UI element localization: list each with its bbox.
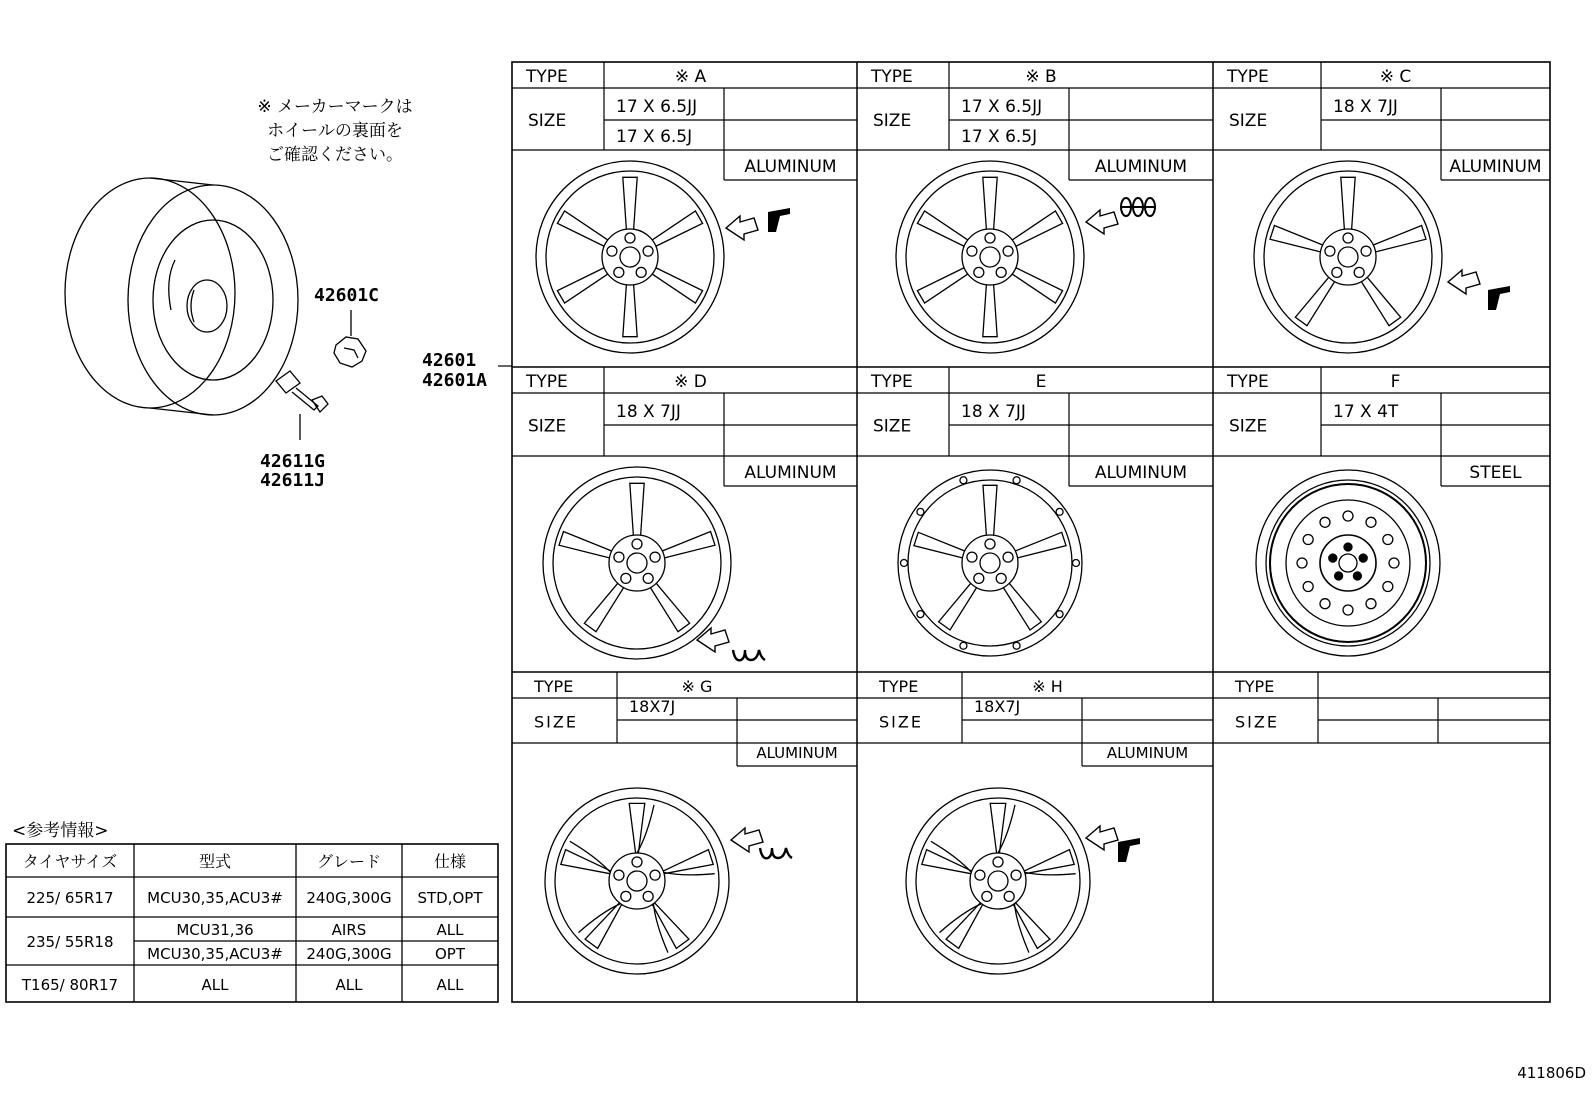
type-value: E xyxy=(1035,372,1047,392)
ref-cell: 240G,300G xyxy=(306,945,392,963)
wheel-f-drawing xyxy=(1256,470,1440,656)
grid-frame xyxy=(512,62,1550,1002)
ref-cell: MCU30,35,ACU3# xyxy=(147,945,283,963)
material-label: ALUMINUM xyxy=(1106,744,1189,762)
part-42611G-label: 42611G xyxy=(260,451,326,472)
part-42611J-label: 42611J xyxy=(260,470,326,491)
valve-stem-icon xyxy=(276,371,328,440)
size-label: SIZE xyxy=(1235,712,1279,732)
ref-cell: ALL xyxy=(436,976,464,994)
size-value-1: 17 X 6.5JJ xyxy=(961,97,1043,117)
type-label: TYPE xyxy=(526,67,568,87)
type-label: TYPE xyxy=(1235,677,1275,696)
type-label: TYPE xyxy=(879,677,919,696)
size-label: SIZE xyxy=(879,712,923,732)
part-42601A-label: 42601A xyxy=(422,370,488,391)
part-42601-label: 42601 xyxy=(422,350,477,371)
wheel-type-grid xyxy=(512,62,1550,1002)
type-label: TYPE xyxy=(871,372,913,392)
maker-mark-b-icon xyxy=(1120,198,1156,216)
size-value-2: 17 X 6.5J xyxy=(961,127,1038,147)
ref-cell: AIRS xyxy=(331,921,367,939)
ref-cell: STD,OPT xyxy=(417,889,483,907)
size-value-1: 18 X 7JJ xyxy=(1333,97,1398,117)
wheel-e-drawing xyxy=(898,470,1082,656)
ref-header-spec: 仕様 xyxy=(433,852,467,871)
ref-cell: ALL xyxy=(201,976,229,994)
ref-cell: OPT xyxy=(434,945,466,963)
size-value-1: 18X7J xyxy=(629,697,676,716)
size-value-1: 18 X 7JJ xyxy=(616,402,681,422)
type-label: TYPE xyxy=(1227,67,1269,87)
wheel-c-drawing xyxy=(1254,161,1442,353)
material-label: ALUMINUM xyxy=(1094,157,1188,177)
wheel-cell-f xyxy=(1213,367,1550,486)
wheel-cell-c xyxy=(1213,62,1550,180)
size-label: SIZE xyxy=(1229,416,1268,437)
material-label: STEEL xyxy=(1469,463,1522,483)
ref-cell: ALL xyxy=(436,921,464,939)
maker-mark-t-icon xyxy=(1118,838,1140,862)
wheel-cell-a xyxy=(512,62,857,367)
arrow-icon xyxy=(726,216,758,240)
ref-cell: ALL xyxy=(335,976,363,994)
arrow-icon xyxy=(1448,270,1480,294)
arrow-icon xyxy=(1086,210,1118,234)
ref-cell: MCU30,35,ACU3# xyxy=(147,889,283,907)
diagram-id: 411806D xyxy=(1517,1064,1586,1082)
size-label: SIZE xyxy=(1229,111,1268,131)
size-value-2: 17 X 6.5J xyxy=(616,127,693,147)
type-label: TYPE xyxy=(871,67,913,87)
lug-nut-icon xyxy=(334,310,366,367)
type-value: ※ G xyxy=(681,677,713,696)
maker-mark-note xyxy=(257,97,412,165)
maker-mark-t-icon xyxy=(1488,286,1510,310)
wheel-cell-b xyxy=(857,62,1213,367)
size-value-1: 17 X 4T xyxy=(1333,402,1399,422)
size-label: SIZE xyxy=(534,712,578,732)
size-label: SIZE xyxy=(528,416,567,437)
type-value: ※ H xyxy=(1032,677,1063,696)
wheel-cell-blank xyxy=(1213,672,1550,743)
ref-cell: T165/ 80R17 xyxy=(21,976,119,994)
tire-drawing xyxy=(65,178,298,415)
type-label: TYPE xyxy=(526,372,568,392)
note-line-1: ※ メーカーマークは xyxy=(257,97,413,117)
size-label: SIZE xyxy=(873,416,912,437)
note-line-3: ご確認ください。 xyxy=(267,145,403,165)
size-value-1: 17 X 6.5JJ xyxy=(616,97,698,117)
reference-info xyxy=(6,821,498,1002)
material-label: ALUMINUM xyxy=(744,463,837,483)
size-value-1: 18 X 7JJ xyxy=(961,402,1026,422)
wheel-d-drawing xyxy=(543,467,731,659)
wheel-a-drawing xyxy=(536,161,724,353)
ref-cell: 235/ 55R18 xyxy=(26,933,114,951)
arrow-icon xyxy=(697,628,729,652)
reference-title: <参考情報> xyxy=(12,821,109,841)
material-label: ALUMINUM xyxy=(756,744,838,762)
maker-mark-w-icon xyxy=(733,650,765,660)
wheel-g-drawing xyxy=(545,788,729,974)
ref-cell: MCU31,36 xyxy=(176,921,254,939)
part-42601C-label: 42601C xyxy=(314,285,380,306)
ref-cell: 240G,300G xyxy=(306,889,392,907)
ref-header-model: 型式 xyxy=(198,852,232,871)
type-value: ※ B xyxy=(1025,67,1057,87)
type-value: ※ D xyxy=(674,372,707,392)
maker-mark-w-icon xyxy=(760,848,792,858)
ref-header-tire-size: タイヤサイズ xyxy=(22,852,118,871)
material-label: ALUMINUM xyxy=(1449,157,1542,177)
maker-mark-t-icon xyxy=(768,208,790,232)
ref-cell: 225/ 65R17 xyxy=(26,889,114,907)
wheel-cell-g xyxy=(512,672,857,1002)
type-label: TYPE xyxy=(1227,372,1269,392)
material-label: ALUMINUM xyxy=(1094,463,1188,483)
type-label: TYPE xyxy=(534,677,574,696)
size-label: SIZE xyxy=(528,111,567,131)
type-value: ※ A xyxy=(674,67,707,87)
arrow-icon xyxy=(1086,826,1118,850)
size-value-1: 18X7J xyxy=(974,697,1021,716)
size-label: SIZE xyxy=(873,111,912,131)
wheel-cell-h xyxy=(857,672,1213,1002)
material-label: ALUMINUM xyxy=(744,157,837,177)
wheel-h-drawing xyxy=(906,788,1090,974)
type-value: ※ C xyxy=(1379,67,1412,87)
wheel-b-drawing xyxy=(896,161,1084,353)
ref-header-grade: グレード xyxy=(316,852,382,871)
type-value: F xyxy=(1390,372,1401,392)
arrow-icon xyxy=(731,828,763,852)
note-line-2: ホイールの裏面を xyxy=(267,121,403,141)
